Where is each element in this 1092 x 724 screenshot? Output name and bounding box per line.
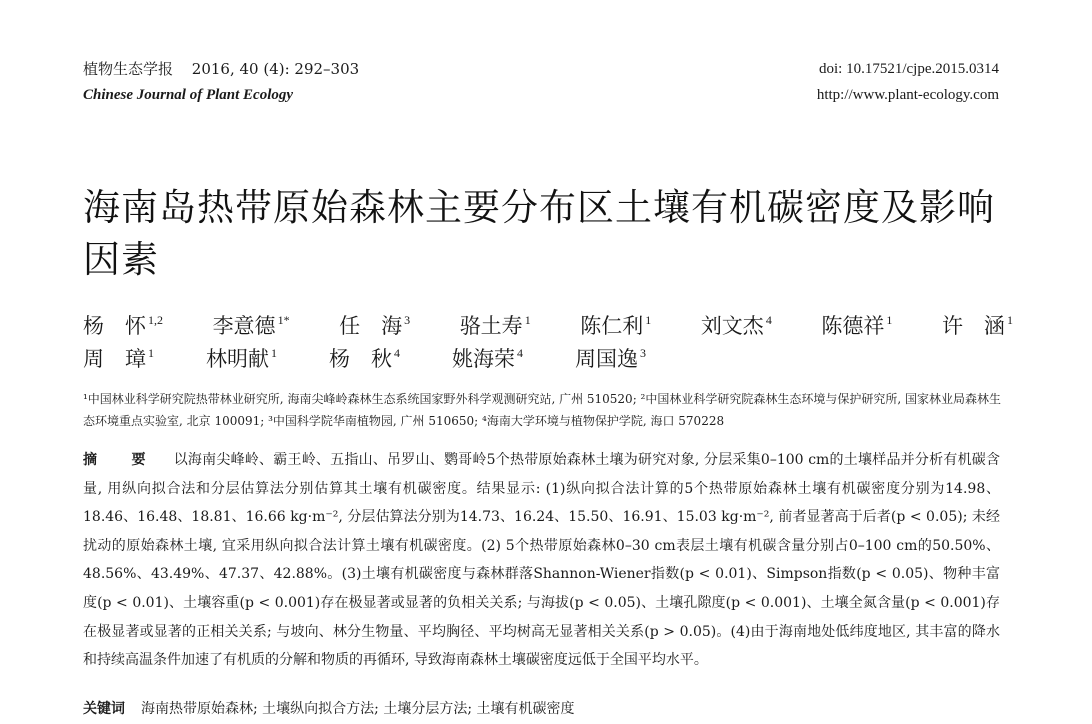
author-name	[206, 343, 277, 376]
author-name-text: 杨 怀	[83, 314, 146, 338]
author-affiliation-marker: 4	[765, 313, 772, 327]
journal-name-en: Chinese Journal of Plant Ecology	[83, 87, 294, 103]
article-identifiers	[817, 56, 999, 108]
author-name	[339, 310, 410, 343]
author-affiliation-marker: 4	[517, 346, 523, 360]
author-affiliation-marker: 1	[645, 313, 652, 327]
author-name	[821, 310, 892, 343]
author-affiliation-marker: 3	[640, 346, 646, 360]
author-name-text: 周国逸	[575, 347, 638, 371]
author-name-text: 李意德	[212, 314, 276, 338]
journal-url[interactable]: http://www.plant-ecology.com	[816, 87, 999, 103]
citation-info: 2016, 40 (4): 292–303	[191, 60, 360, 78]
author-name	[460, 310, 531, 343]
author-name	[329, 343, 400, 376]
journal-citation-line	[83, 56, 373, 82]
author-name	[83, 343, 154, 376]
affiliations: ¹中国林业科学研究院热带林业研究所, 海南尖峰岭森林生态系统国家野外科学观测研究站, 广州 510520; ²中国林业科学研究院森林生态环境与保护研究所, 国家林业局森林生态环境重点实验室, 北京 100091; ³中国科学院华南植物园, 广州 510650; ⁴海南大学环境与植物保护学院, 海口 570228	[83, 392, 1001, 428]
author-row	[83, 343, 1013, 376]
author-name	[575, 343, 646, 376]
author-name-text: 陈德祥	[821, 314, 885, 338]
author-name-text: 杨 秋	[329, 347, 392, 371]
author-list	[83, 310, 1013, 376]
author-name-text: 周 璋	[83, 347, 146, 371]
keywords-label: 关键词	[83, 701, 125, 717]
keywords-text: 海南热带原始森林; 土壤纵向拟合方法; 土壤分层方法; 土壤有机碳密度	[141, 701, 575, 717]
author-name-text: 姚海荣	[452, 347, 515, 371]
keywords	[83, 697, 1000, 721]
author-row	[83, 310, 1013, 343]
journal-name-cn: 植物生态学报	[83, 60, 174, 78]
author-name	[83, 310, 163, 343]
author-name-text: 任 海	[339, 314, 403, 338]
author-name-text: 刘文杰	[700, 314, 764, 338]
doi-text[interactable]: doi: 10.17521/cjpe.2015.0314	[819, 61, 999, 77]
abstract-text: 以海南尖峰岭、霸王岭、五指山、吊罗山、鹦哥岭5个热带原始森林土壤为研究对象, 分层采集0–100 cm的土壤样品并分析有机碳含量, 用纵向拟合法和分层估算法分别估算其土壤有机碳密度。结果显示: (1)纵向拟合法计算的5个热带原始森林土壤有机碳密度分别为14.98、18.46、16.48、18.81、16.66 kg·m⁻², 分层估算法分别为14.73、16.24、15.50、16.91、15.03 kg·m⁻², 前者显著高于后者(p < 0.05); 未经扰动的原始森林土壤, 宜采用纵向拟合法计算土壤有机碳密度。(2) 5个热带原始森林0–30 cm表层土壤有机碳含量分别占0–100 cm的50.50%、48.56%、43.49%、47.37、42.88%。(3)土壤有机碳密度与森林群落Shannon-Wiener指数(p < 0.01)、Simpson指数(p < 0.05)、物种丰富度(p < 0.01)、土壤容重(p < 0.001)存在极显著或显著的负相关关系; 与海拔(p < 0.05)、土壤孔隙度(p < 0.001)、土壤全氮含量(p < 0.001)存在极显著或显著的正相关关系; 与坡向、林分生物量、平均胸径、平均树高无显著相关关系(p > 0.05)。(4)由于海南地处低纬度地区, 其丰富的降水和持续高温条件加速了有机质的分解和物质的再循环, 导致海南森林土壤碳密度远低于全国平均水平。	[83, 452, 1001, 669]
author-affiliation-marker: 1	[271, 346, 277, 360]
author-affiliation-marker: 1	[524, 313, 531, 327]
author-name	[942, 310, 1013, 343]
author-name-text: 林明献	[206, 347, 269, 371]
article-title: 海南岛热带原始森林主要分布区土壤有机碳密度及影响因素	[83, 186, 995, 281]
author-name	[452, 343, 523, 376]
author-affiliation-marker: 4	[394, 346, 400, 360]
author-affiliation-marker: 3	[404, 313, 411, 327]
author-name-text: 陈仁利	[580, 314, 644, 338]
author-name-text: 骆土寿	[459, 314, 523, 338]
author-name-text: 许 涵	[941, 314, 1005, 338]
author-affiliation-marker: 1	[1006, 313, 1013, 327]
author-affiliation-marker: 1*	[277, 313, 290, 327]
journal-header	[83, 56, 373, 108]
author-affiliation-marker: 1	[886, 313, 893, 327]
author-name	[701, 310, 772, 343]
abstract	[83, 446, 1000, 675]
author-name	[580, 310, 651, 343]
author-affiliation-marker: 1	[148, 346, 154, 360]
author-affiliation-marker: 1,2	[148, 313, 163, 327]
abstract-label: 摘 要	[83, 452, 156, 468]
author-name	[213, 310, 290, 343]
